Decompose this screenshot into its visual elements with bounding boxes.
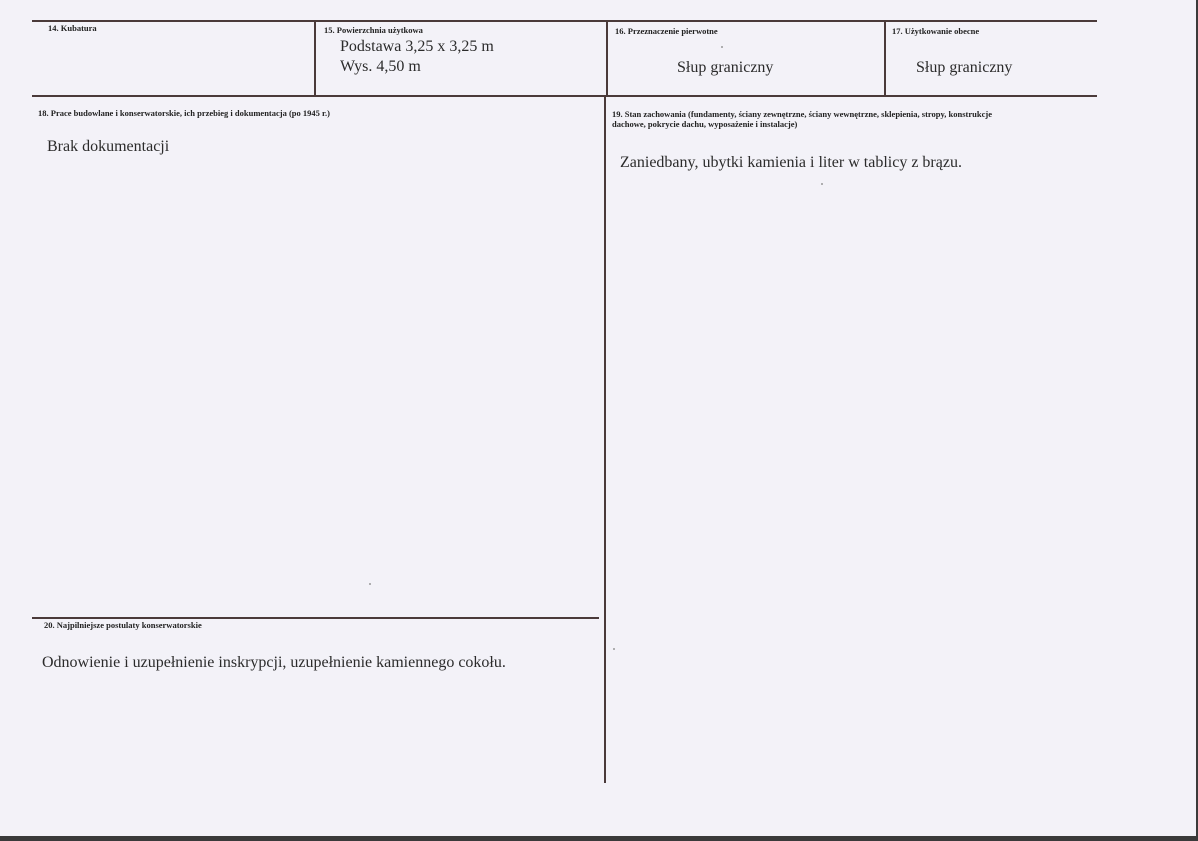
section-20-rule bbox=[32, 617, 599, 619]
field-17-value: Słup graniczny bbox=[916, 59, 1013, 76]
field-20-label: 20. Najpilniejsze postulaty konserwatorskie bbox=[44, 620, 202, 630]
field-19-label-line2: dachowe, pokrycie dachu, wyposażenie i instalacje) bbox=[612, 119, 798, 129]
scan-speck bbox=[721, 46, 723, 48]
scan-speck bbox=[613, 648, 615, 650]
field-20-value: Odnowienie i uzupełnienie inskrypcji, uzupełnienie kamiennego cokołu. bbox=[42, 654, 506, 671]
divider-15-16 bbox=[606, 20, 608, 96]
field-18-label: 18. Prace budowlane i konserwatorskie, ich przebieg i dokumentacja (po 1945 r.) bbox=[38, 108, 330, 118]
field-15-value-line2: Wys. 4,50 m bbox=[340, 58, 421, 75]
scan-speck bbox=[369, 583, 371, 585]
field-14-label: 14. Kubatura bbox=[48, 23, 97, 33]
field-19-label-line1: 19. Stan zachowania (fundamenty, ściany zewnętrzne, ściany wewnętrzne, sklepienia, stropy, konstrukcje bbox=[612, 109, 992, 119]
field-15-value-line1: Podstawa 3,25 x 3,25 m bbox=[340, 38, 494, 55]
field-15-label: 15. Powierzchnia użytkowa bbox=[324, 25, 423, 35]
field-18-value: Brak dokumentacji bbox=[47, 138, 170, 155]
field-19-value: Zaniedbany, ubytki kamienia i liter w tablicy z brązu. bbox=[620, 154, 962, 171]
field-17-label: 17. Użytkowanie obecne bbox=[892, 26, 980, 36]
scan-speck bbox=[821, 183, 823, 185]
field-16-label: 16. Przeznaczenie pierwotne bbox=[615, 26, 718, 36]
field-16-value: Słup graniczny bbox=[677, 59, 774, 76]
top-rule bbox=[32, 20, 1097, 22]
mid-rule bbox=[32, 95, 1097, 97]
divider-16-17 bbox=[884, 20, 886, 96]
center-vertical-rule bbox=[604, 95, 606, 783]
divider-14-15 bbox=[314, 20, 316, 96]
